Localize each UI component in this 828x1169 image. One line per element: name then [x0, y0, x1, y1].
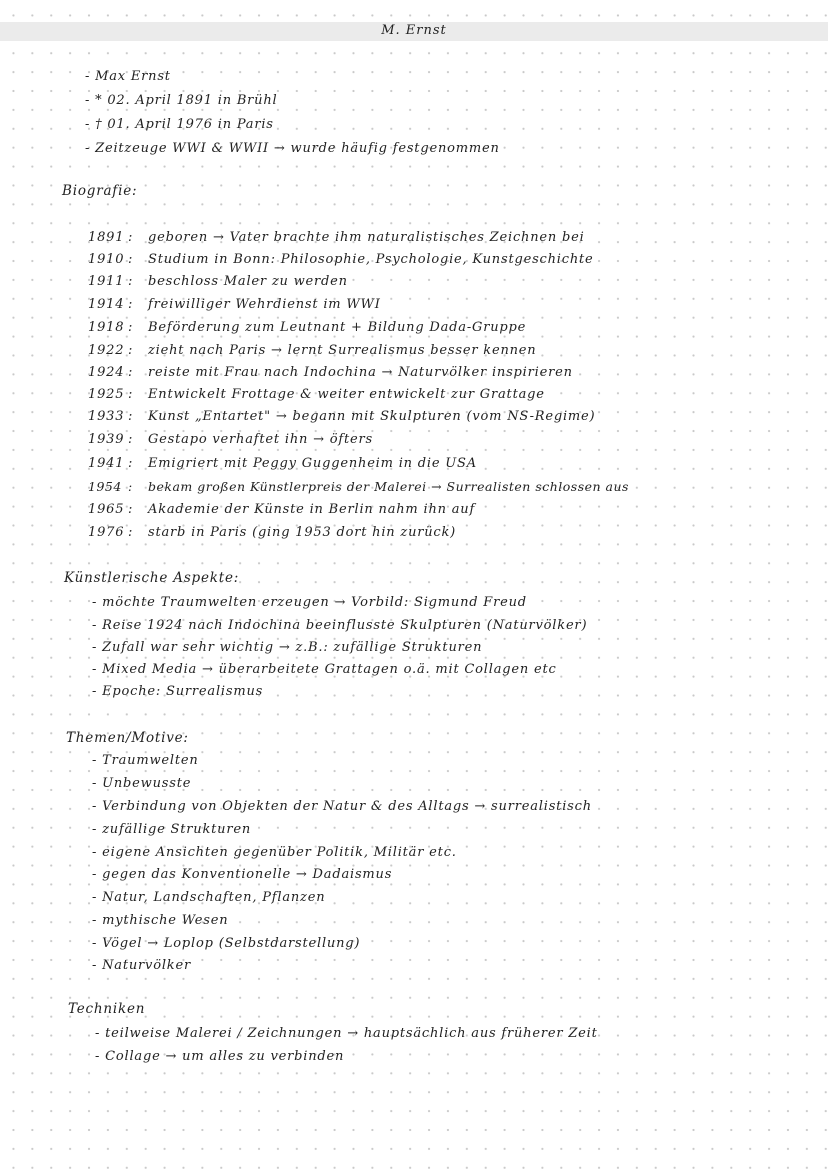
biography-entry: 1918 : Beförderung zum Leutnant + Bildung Dada-Gruppe — [88, 320, 527, 335]
list-item: - Zufall war sehr wichtig → z.B.: zufällige Strukturen — [92, 640, 483, 655]
list-item: - teilweise Malerei / Zeichnungen → hauptsächlich aus früherer Zeit — [95, 1026, 598, 1041]
list-item: - möchte Traumwelten erzeugen → Vorbild: Sigmund Freud — [92, 595, 527, 610]
biography-text: Entwickelt Frottage & weiter entwickelt zur Grattage — [148, 387, 545, 402]
biography-text: beschloss Maler zu werden — [148, 274, 348, 289]
biography-year: 1918 — [88, 320, 125, 335]
list-item: - Verbindung von Objekten der Natur & des Alltags → surrealistisch — [92, 799, 592, 814]
biography-text: Kunst „Entartet" → begann mit Skulpturen (vom NS-Regime) — [148, 409, 596, 424]
list-item: - zufällige Strukturen — [92, 822, 252, 837]
biography-year: 1933 — [88, 409, 125, 424]
biography-text: freiwilliger Wehrdienst im WWI — [148, 297, 381, 312]
biography-text: bekam großen Künstlerpreis der Malerei → Surrealisten schlossen aus — [148, 479, 629, 494]
biography-text: reiste mit Frau nach Indochina → Naturvölker inspirieren — [148, 365, 573, 380]
biography-entry: 1922 : zieht nach Paris → lernt Surrealismus besser kennen — [88, 343, 537, 358]
list-item: - Traumwelten — [92, 753, 199, 768]
list-item: - Mixed Media → überarbeitete Grattagen o.ä. mit Collagen etc — [92, 662, 557, 677]
intro-line: - † 01. April 1976 in Paris — [85, 117, 274, 132]
biography-text: Akademie der Künste in Berlin nahm ihn auf — [148, 502, 476, 517]
list-item: - Naturvölker — [92, 958, 191, 973]
list-item: - Epoche: Surrealismus — [92, 684, 264, 699]
biography-year: 1954 — [88, 479, 122, 494]
section-heading-artistic-aspects: Künstlerische Aspekte: — [64, 570, 240, 586]
biography-entry: 1914 : freiwilliger Wehrdienst im WWI — [88, 297, 381, 312]
biography-entry: 1976 : starb in Paris (ging 1953 dort hin zurück) — [88, 525, 457, 540]
biography-entry: 1891 : geboren → Vater brachte ihm naturalistisches Zeichnen bei — [88, 230, 585, 245]
list-item: - Unbewusste — [92, 776, 192, 791]
biography-entry: 1933 : Kunst „Entartet" → begann mit Skulpturen (vom NS-Regime) — [88, 409, 596, 424]
biography-year: 1925 — [88, 387, 125, 402]
biography-year: 1891 — [88, 230, 125, 245]
biography-entry: 1911 : beschloss Maler zu werden — [88, 274, 348, 289]
intro-line: - Max Ernst — [85, 69, 171, 84]
section-heading-biography: Biografie: — [62, 183, 138, 199]
biography-year: 1941 — [88, 456, 125, 471]
list-item: - Vögel → Loplop (Selbstdarstellung) — [92, 936, 361, 951]
biography-text: Beförderung zum Leutnant + Bildung Dada-Gruppe — [148, 320, 527, 335]
biography-entry: 1939 : Gestapo verhaftet ihn → öfters — [88, 432, 373, 447]
biography-text: starb in Paris (ging 1953 dort hin zurück) — [148, 525, 457, 540]
biography-entry: 1941 : Emigriert mit Peggy Guggenheim in die USA — [88, 456, 477, 471]
list-item: - mythische Wesen — [92, 913, 229, 928]
biography-year: 1911 — [88, 274, 125, 289]
biography-year: 1922 — [88, 343, 125, 358]
biography-year: 1910 — [88, 252, 125, 267]
biography-text: Emigriert mit Peggy Guggenheim in die USA — [148, 456, 477, 471]
list-item: - Natur, Landschaften, Pflanzen — [92, 890, 326, 905]
list-item: - eigene Ansichten gegenüber Politik, Militär etc. — [92, 845, 457, 860]
biography-entry: 1965 : Akademie der Künste in Berlin nahm ihn auf — [88, 502, 476, 517]
biography-text: Gestapo verhaftet ihn → öfters — [148, 432, 373, 447]
page-title: M. Ernst — [381, 23, 447, 38]
biography-entry: 1925 : Entwickelt Frottage & weiter entwickelt zur Grattage — [88, 387, 545, 402]
biography-text: zieht nach Paris → lernt Surrealismus besser kennen — [148, 343, 537, 358]
section-heading-techniques: Techniken — [68, 1001, 146, 1017]
intro-line: - Zeitzeuge WWI & WWII → wurde häufig festgenommen — [85, 141, 500, 156]
biography-year: 1976 — [88, 525, 125, 540]
biography-entry: 1924 : reiste mit Frau nach Indochina → Naturvölker inspirieren — [88, 365, 573, 380]
biography-text: geboren → Vater brachte ihm naturalistisches Zeichnen bei — [148, 230, 585, 245]
biography-text: Studium in Bonn: Philosophie, Psychologie, Kunstgeschichte — [148, 252, 594, 267]
intro-line: - * 02. April 1891 in Brühl — [85, 93, 278, 108]
biography-year: 1939 — [88, 432, 125, 447]
biography-year: 1914 — [88, 297, 125, 312]
biography-entry: 1910 : Studium in Bonn: Philosophie, Psychologie, Kunstgeschichte — [88, 252, 594, 267]
section-heading-themes: Themen/Motive: — [66, 730, 189, 746]
biography-year: 1965 — [88, 502, 125, 517]
list-item: - Collage → um alles zu verbinden — [95, 1049, 345, 1064]
biography-entry: 1954 : bekam großen Künstlerpreis der Malerei → Surrealisten schlossen aus — [88, 479, 629, 494]
biography-year: 1924 — [88, 365, 125, 380]
list-item: - gegen das Konventionelle → Dadaismus — [92, 867, 393, 882]
list-item: - Reise 1924 nach Indochina beeinflusste Skulpturen (Naturvölker) — [92, 618, 588, 633]
